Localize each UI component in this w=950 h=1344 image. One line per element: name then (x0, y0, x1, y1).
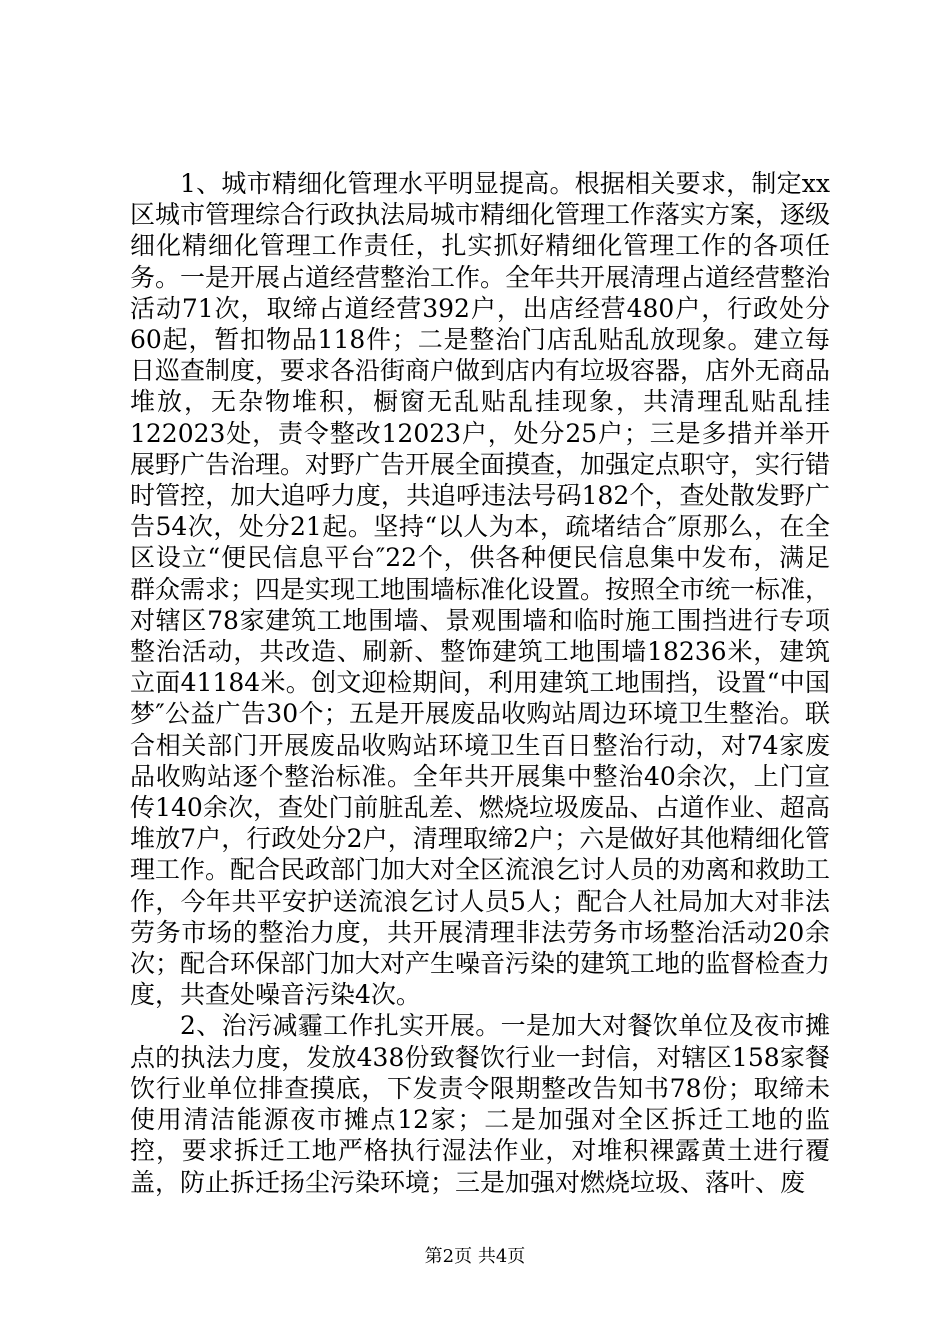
paragraph-2: 2、治污减霾工作扎实开展。一是加大对餐饮单位及夜市摊点的执法力度，发放438份致餐饮行业一封信，对辖区158家餐饮行业单位排查摸底，下发责令限期整改告知书78份；取缔未使用清洁能源夜市摊点12家；二是加强对全区拆迁工地的监控，要求拆迁工地严格执行湿法作业，对堆积裸露黄土进行覆盖，防止拆迁扬尘污染环境；三是加强对燃烧垃圾、落叶、废 (130, 1011, 830, 1197)
document-body (130, 168, 830, 1198)
paragraph-1: 1、城市精细化管理水平明显提高。根据相关要求，制定xx区城市管理综合行政执法局城市精细化管理工作落实方案，逐级细化精细化管理工作责任，扎实抓好精细化管理工作的各项任务。一是开展占道经营整治工作。全年共开展清理占道经营整治活动71次，取缔占道经营392户，出店经营480户，行政处分60起，暂扣物品118件；二是整治门店乱贴乱放现象。建立每日巡查制度，要求各沿街商户做到店内有垃圾容器，店外无商品堆放，无杂物堆积，橱窗无乱贴乱挂现象，共清理乱贴乱挂122023处，责令整改12023户，处分25户；三是多措并举开展野广告治理。对野广告开展全面摸查，加强定点职守，实行错时管控，加大追呼力度，共追呼违法号码182个，查处散发野广告54次，处分21起。坚持“以人为本，疏堵结合″原那么，在全区设立“便民信息平台″22个，供各种便民信息集中发布，满足群众需求；四是实现工地围墙标准化设置。按照全市统一标准，对辖区78家建筑工地围墙、景观围墙和临时施工围挡进行专项整治活动，共改造、刷新、整饰建筑工地围墙18236米，建筑立面41184米。创文迎检期间，利用建筑工地围挡，设置“中国梦″公益广告30个；五是开展废品收购站周边环境卫生整治。联合相关部门开展废品收购站环境卫生百日整治行动，对74家废品收购站逐个整治标准。全年共开展集中整治40余次，上门宣传140余次，查处门前脏乱差、燃烧垃圾废品、占道作业、超高堆放7户，行政处分2户，清理取缔2户；六是做好其他精细化管理工作。配合民政部门加大对全区流浪乞讨人员的劝离和救助工作，今年共平安护送流浪乞讨人员5人；配合人社局加大对非法劳务市场的整治力度，共开展清理非法劳务市场整治活动20余次；配合环保部门加大对产生噪音污染的建筑工地的监督检查力度，共查处噪音污染4次。 (130, 169, 831, 1010)
page-footer: 第2页 共4页 (424, 1246, 526, 1267)
